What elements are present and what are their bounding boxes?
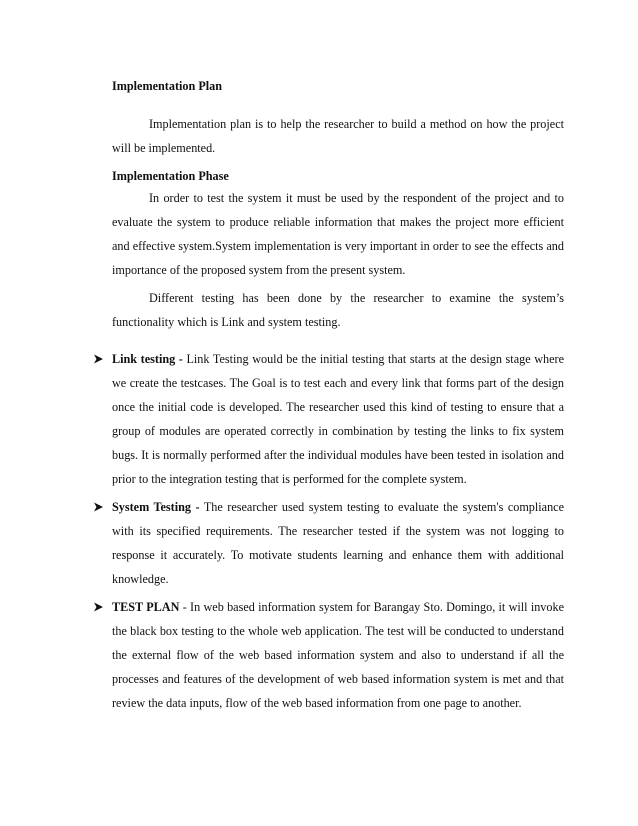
test-plan-text: - In web based information system for Barangay Sto. Domingo, it will invoke the black box testing to the whole web application. The test will be conducted to understand the external flow of the web based information system and also to understand if all the processes and features of the development of web based information system is met and that review the data inputs, flow of the web based information from one page to another. bbox=[112, 600, 564, 710]
test-plan-title: TEST PLAN bbox=[112, 600, 180, 614]
implementation-plan-section bbox=[112, 78, 564, 94]
arrowhead-bullet-icon bbox=[93, 495, 107, 519]
arrowhead-bullet-icon bbox=[93, 595, 107, 619]
implementation-phase-body bbox=[112, 186, 564, 282]
arrowhead-bullet-icon bbox=[93, 347, 107, 371]
implementation-phase-heading: Implementation Phase bbox=[112, 169, 229, 183]
testing-overview-body bbox=[112, 286, 564, 334]
system-testing-paragraph bbox=[112, 495, 564, 591]
implementation-plan-paragraph: Implementation plan is to help the researcher to build a method on how the project will be implemented. bbox=[112, 117, 564, 155]
system-testing-text: The researcher used system testing to evaluate the system's compliance with its specified requirements. The researcher tested if the system was not logging to response it accurately. To motivate students learning and enhance them with additional knowledge. bbox=[112, 500, 564, 586]
implementation-plan-heading: Implementation Plan bbox=[112, 79, 223, 93]
test-plan-paragraph bbox=[112, 595, 564, 715]
link-testing-paragraph bbox=[112, 347, 564, 491]
implementation-plan-body bbox=[112, 112, 564, 160]
implementation-phase-paragraph-2: Different testing has been done by the researcher to examine the system’s functionality which is Link and system testing. bbox=[112, 291, 564, 329]
implementation-phase-paragraph-1: In order to test the system it must be used by the respondent of the project and to evaluate the system to produce reliable information that makes the project more efficient and effective system.System implementation is very important in order to see the effects and importance of the proposed system from the present system. bbox=[112, 191, 564, 277]
system-testing-title: System Testing - bbox=[112, 500, 200, 514]
implementation-phase-section bbox=[112, 168, 564, 184]
link-testing-title: Link testing - bbox=[112, 352, 183, 366]
link-testing-text: Link Testing would be the initial testing that starts at the design stage where we create the testcases. The Goal is to test each and every link that forms part of the design once the initial code is developed. The researcher used this kind of testing to ensure that a group of modules are operated correctly in combination by testing the links to fix system bugs. It is normally performed after the individual modules have been tested in isolation and prior to the integration testing that is performed for the complete system. bbox=[112, 352, 564, 486]
